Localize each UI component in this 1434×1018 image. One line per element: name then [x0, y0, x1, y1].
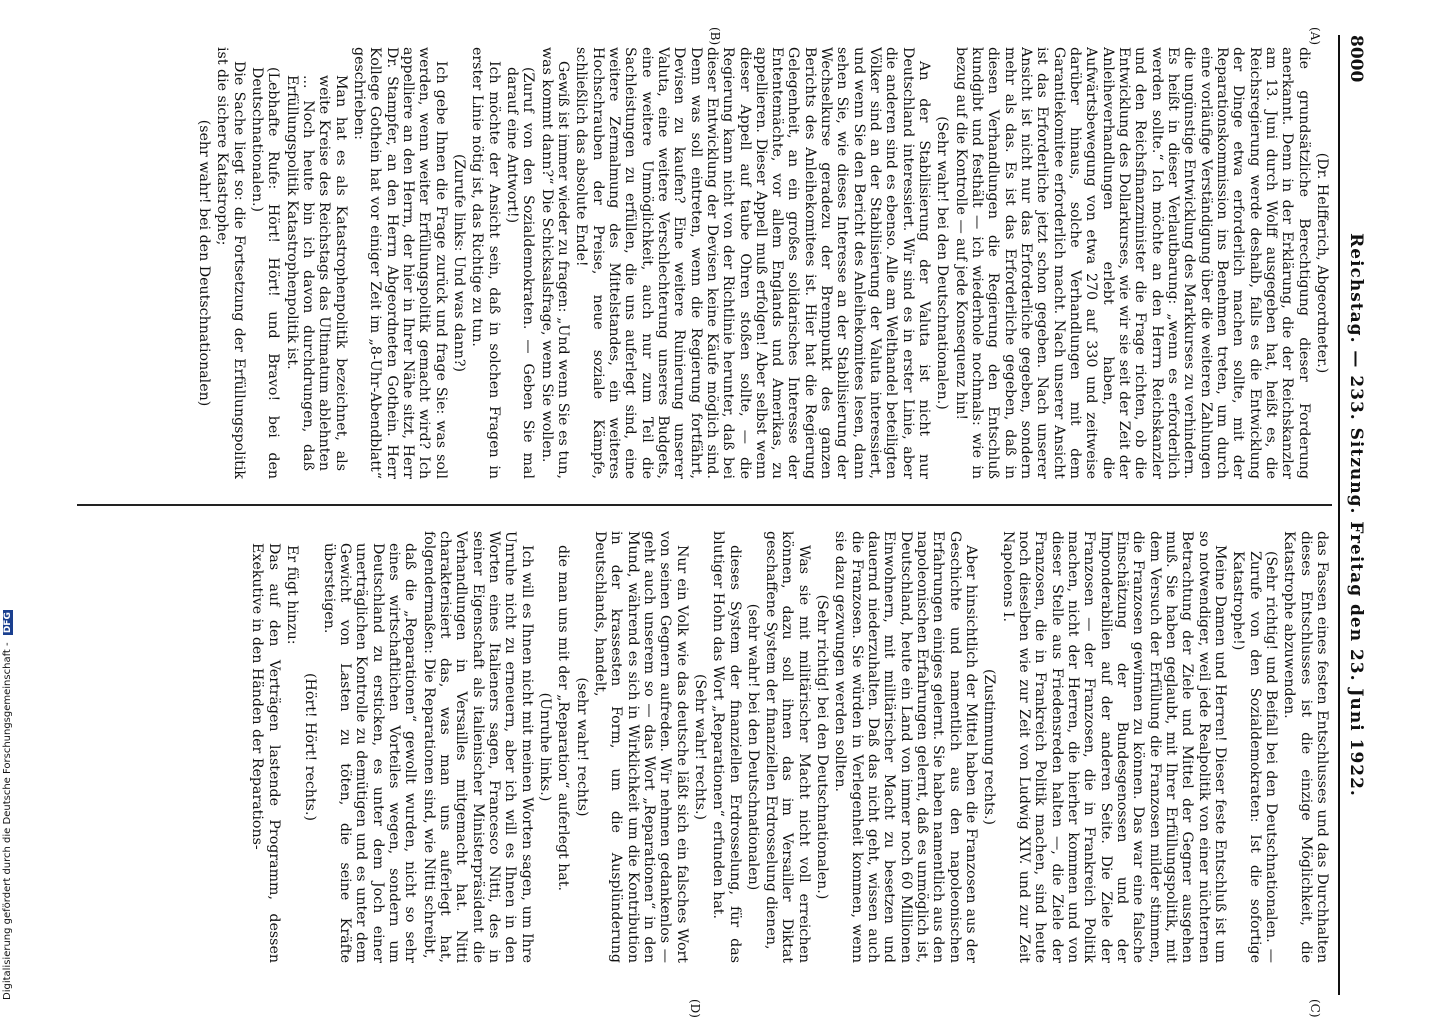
paragraph: Ich gebe Ihnen die Frage zurück und frage Sie: was soll werden, wenn weiter Erfüllungspolitik gemacht wird? Ich appelliere an den Herrn, der hier in Ihrer Nähe sitzt, Herr Dr. Stampfer, an den Herrn Abgeordneten Gothein. Herr Kollege Gothein hat vor einiger Zeit im „8-Uhr-Abendblatt“ geschrieben: [350, 47, 449, 479]
paragraph: Er fügt hinzu: [283, 545, 300, 645]
paragraph: dieses System der finanziellen Erdrosselung, für das blutiger Hohn das Wort „Reparationen“ erfunden hat. [710, 531, 743, 963]
paragraph: Aber hinsichtlich der Mittel haben die Franzosen aus der Geschichte und namentlich aus den napoleonischen Erfahrungen einiges gelernt. Sie haben namentlich aus den napoleonischen Erfahrungen gelernt, daß es unmöglich ist, Deutschland, heute ein Land von immer noch 60 Millionen Einwohnern, mit militärischer Macht zu besetzen und dauernd niederzuhalten. Daß das nicht geht, wissen auch die Franzosen. Sie würden in Verlegenheit kommen, wenn sie dazu gezwungen werden sollten. [832, 531, 980, 963]
margin-mark-c: (C) [1308, 999, 1322, 1018]
paragraph: Nur ein Volk wie das deutsche läßt sich ein falsches Wort von seinen Gegnern aufreden. Wir nehmen gedankenlos — geht auch unserem so — das Wort „Reparationen“ in den Mund, während es sich in Wirklichkeit um die Kontribution in der krassesten Form, um die Ausplünderung Deutschlands, handelt, [591, 531, 690, 963]
paragraph: Meine Damen und Herren! Dieser feste Entschluß ist um so notwendiger, weil jede Realpolitik von einer nüchternen Betrachtung der Ziele und Mittel der Gegner ausgehen muß. Sie haben geglaubt, mit Ihrer Erfüllungspolitik, mit dem Versuch der Erfüllung die Franzosen milder stimmen, die Franzosen gewinnen zu können. Das war eine falsche Einschätzung der Bundesgenossen und der Imponderabilien auf der anderen Seite. Die Ziele der Franzosen — der Franzosen, die in Frankreich Politik machen, nicht der Herren, die hierher kommen und von dieser Stelle aus Friedensreden halten —, die Ziele der Franzosen, die in Frankreich Politik machen, sind heute noch dieselben wie zur Zeit von Ludwig XIV. und zur Zeit Napoleons I. [999, 531, 1229, 963]
paragraph: Gewiß ist immer wieder zu fragen: „Und wenn Sie es tun, was kommt dann?“ Die Schicksalsfrage, wenn Sie wollen. [538, 47, 571, 479]
page-header [1338, 35, 1370, 995]
paragraph: das Fassen eines festen Entschlusses und das Durchhalten dieses Entschlusses ist die einzige Möglichkeit, die Katastrophe abzuwenden. [1281, 531, 1330, 963]
digitization-credit [2, 604, 14, 1000]
right-column [80, 531, 1330, 963]
dfg-logo: DFG [3, 612, 13, 634]
paragraph: die grundsätzliche Berechtigung dieser Forderung anerkannt. Denn in der Erklärung, die der Reichskanzler am 13. Juni durch Wolff ausgegeben hat, heißt es, die Reichsregierung werde deshalb, falls es die Entwicklung der Dinge etwa erforderlich machen sollte, mit der Reparationskommission ins Benehmen treten, um durch eine vorläufige Verständigung über die weiteren Zahlungen die ungünstige Entwicklung des Markkurses zu verhindern. Es heißt in dieser Verlautbarung: „wenn es erforderlich werden sollte.“ Ich möchte an den Herrn Reichskanzler und den Reichsfinanzminister die Frage richten, ob die Entwicklung des Dollarkurses, wie wir sie seit der Zeit der Anleiheverhandlungen erlebt haben, die Aufwärtsbewegung von etwa 270 auf 330 und zeitweise darüber hinaus, solche Verhandlungen mit dem Garantiekomitee erforderlich macht. Nach unserer Ansicht ist das Erforderliche jetzt schon gegeben. Nach unserer Ansicht ist nicht nur das Erforderliche gegeben, sondern mehr als das. Es ist das Erforderliche gegeben, daß in diesen Verhandlungen die Regierung den Entschluß kundgibt und festhält — ich wiederhole nochmals: wie in bezug auf die Kontrolle — auf jede Konsequenz hin! [952, 47, 1312, 479]
reaction: (sehr wahr! bei den Deutschnationalen) [196, 119, 213, 407]
reaction: (Unruhe links.) [536, 692, 553, 802]
reaction: (Sehr wahr! rechts.) [691, 673, 708, 821]
reaction: (Sehr wahr! bei den Deutschnationalen.) [934, 116, 951, 410]
newspaper-page [70, 27, 1370, 1018]
left-column [80, 47, 1330, 479]
reaction: (sehr wahr! rechts) [573, 677, 590, 817]
credit-text: Digitalisierung gefördert durch die Deutsche Forschungsgemeinschaft - [2, 642, 13, 1000]
paragraph: die man uns mit der „Reparation“ auferlegt hat. [555, 545, 572, 892]
reaction: (Zustimmung rechts.) [981, 668, 998, 826]
reaction: (Lebhafte Rufe: Hört! Hört! und Bravo! bei den Deutschnationalen.) [249, 67, 282, 479]
reaction: (Sehr richtig! bei den Deutschnationalen.) [814, 594, 831, 900]
column-rule [77, 504, 1332, 506]
margin-mark-a: (A) [1308, 27, 1322, 46]
margin-mark-b: (B) [708, 27, 722, 46]
margin-mark-d: (D) [688, 999, 702, 1018]
paragraph: Ich möchte der Ansicht sein, daß in solchen Fragen in erster Linie nötig ist, das Richtige zu tun. [469, 47, 502, 479]
quotation: Man hat es als Katastrophenpolitik bezeichnet, als weite Kreise des Reichstags das Ultimatum ablehnten ... Noch heute bin ich davon durchdrungen, daß Erfüllungspolitik Katastrophenpolitik ist. [283, 75, 349, 471]
reaction: (sehr wahr! bei den Deutschnationalen) [744, 603, 761, 891]
paragraph: Ich will es Ihnen nicht mit meinen Worten sagen, um Ihre Unruhe nicht zu erneuern, aber ich will es Ihnen in den Worten eines Italieners sagen, Francesco Nitti, des in seiner Eigenschaft als italienischer Ministerpräsident die Verhandlungen in Versailles mitgemacht hat. Nitti charakterisiert das, was man uns auferlegt hat, folgendermaßen: Die Reparationen sind, wie Nitti schreibt, [420, 531, 535, 963]
page-title: Reichstag. — 233. Sitzung. Freitag den 23. Juni 1922. [1346, 233, 1366, 797]
reaction: (Zurufe links: Und was dann?) [450, 153, 467, 373]
quotation: Das auf den Verträgen lastende Programm, dessen Exekutive in den Händen der Reparations- [249, 543, 282, 963]
reaction: (Sehr richtig! und Beifall bei den Deutschnationalen. — Zurufe von den Sozialdemokraten: Ist die sofortige Katastrophe!) [1230, 551, 1280, 963]
paragraph: Die Sache liegt so: die Fortsetzung der Erfüllungspolitik ist die sichere Katastrophe; [214, 47, 247, 479]
speaker-line: (Dr. Helfferich, Abgeordneter.) [1314, 152, 1330, 374]
page-number: 8000 [1346, 35, 1366, 83]
quotation: daß die „Reparationen“ gewollt wurden, nicht so sehr eines wirtschaftlichen Vorteiles wegen, sondern um Deutschland zu ersticken, es unter dem Joch einer unerträglichen Kontrolle zu demütigen und es unter dem Gewicht von Lasten zu töten, die seine Kräfte übersteigen. [320, 543, 419, 963]
paragraph: Was sie mit militärischer Macht nicht voll erreichen können, dazu soll ihnen das im Versailler Diktat geschaffene System der finanziellen Erdrosselung dienen, [763, 531, 812, 963]
reaction: (Hört! Hört! rechts.) [302, 672, 319, 822]
paragraph: An der Stabilisierung der Valuta ist nicht nur Deutschland interessiert. Wir sind es in erster Linie, aber die anderen sind es ebenso. Alle am Welthandel beteiligten Völker sind an der Stabilisierung der Valuta interessiert, und wenn Sie den Bericht des Anleihekomitees lesen, dann sehen Sie, wie dieses Interesse an der Stabilisierung der Wechselkurse geradezu der Brennpunkt des ganzen Berichts des Anleihekomitees ist. Hier hat die Regierung Gelegenheit, an ein großes solidarisches Interesse der Ententemächte, vor allem Englands und Amerikas, zu appellieren. Dieser Appell muß erfolgen! Aber selbst wenn dieser Appell auf taube Ohren stoßen sollte, — die Regierung kann nicht von der Richtlinie herunter, daß bei dieser Entwicklung der Devisen keine Käufe möglich sind. Denn was soll eintreten, wenn die Regierung fortfährt, Devisen zu kaufen? Eine weitere Ruinierung unserer Valuta, eine weitere Verschlechterung unseres Budgets, eine weitere Unmöglichkeit, auch nur zum Teil die Sachleistungen zu erfüllen, die uns auferlegt sind, eine weitere Zermalmung des Mittelstandes, ein weiteres Hochschrauben der Preise, neue soziale Kämpfe, schließlich das absolute Ende! [573, 47, 933, 479]
reaction: (Zuruf von den Sozialdemokraten. — Geben Sie mal darauf eine Antwort!) [503, 67, 537, 479]
